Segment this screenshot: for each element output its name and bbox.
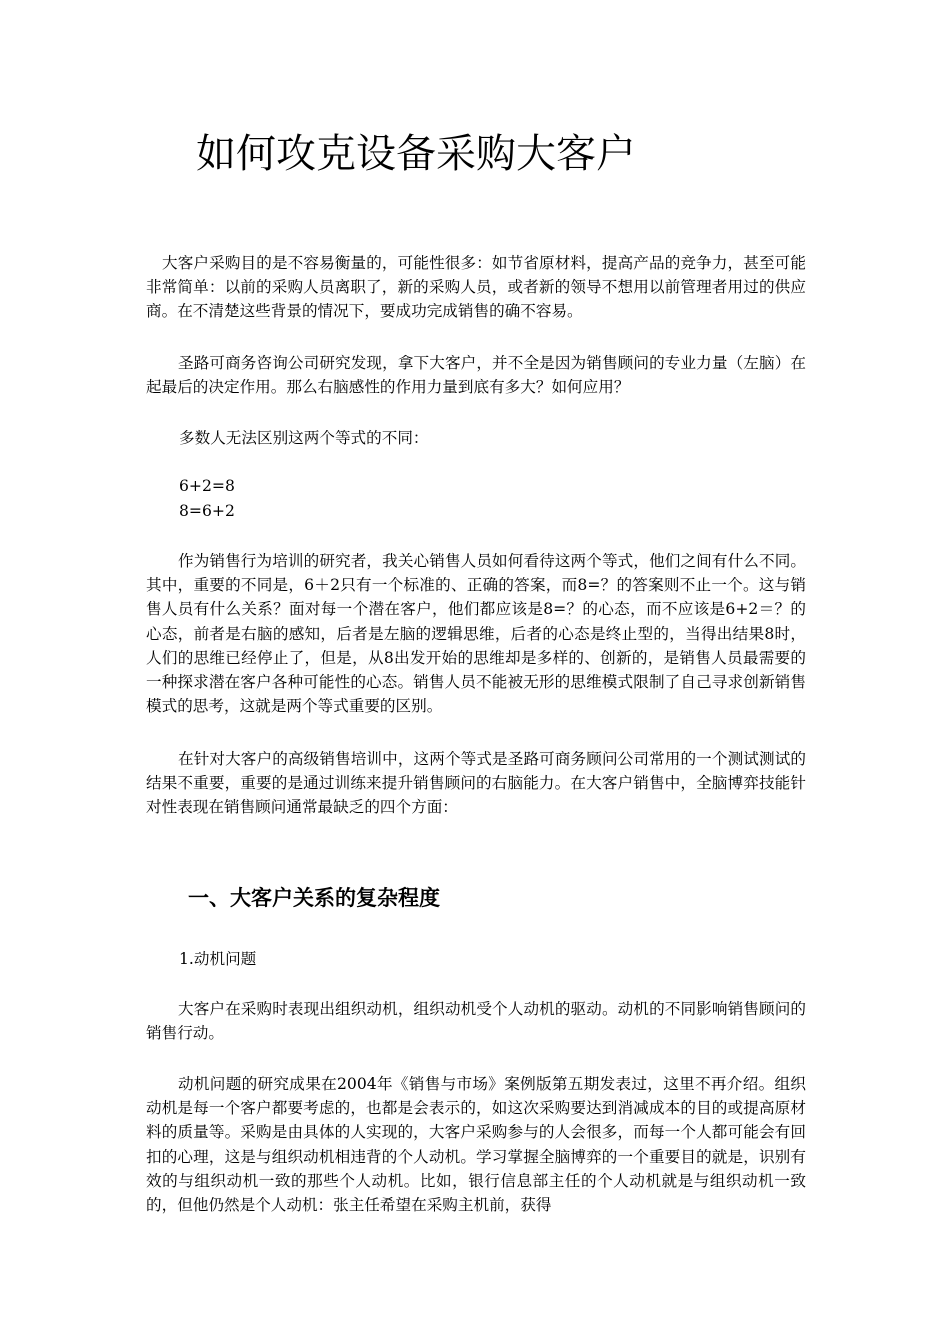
subheading-motivation: 1.动机问题 [179, 950, 257, 968]
paragraph-equation-intro: 多数人无法区别这两个等式的不同： [179, 429, 429, 447]
equation-two: 8=6+2 [179, 502, 235, 520]
equation-one: 6+2=8 [179, 477, 235, 495]
section-heading-complexity: 一、大客户关系的复杂程度 [188, 885, 440, 910]
paragraph-research-finding: 圣路可商务咨询公司研究发现，拿下大客户，并不全是因为销售顾问的专业力量（左脑）在起最后的决定作用。那么右脑感性的作用力量到底有多大？如何应用？ [146, 354, 806, 397]
document-title: 如何攻克设备采购大客户 [196, 131, 636, 177]
paragraph-purchase-goals: 大客户采购目的是不容易衡量的，可能性很多：如节省原材料，提高产品的竞争力，甚至可能非常简单：以前的采购人员离职了，新的采购人员，或者新的领导不想用以前管理者用过的供应商。在不清楚这些背景的情况下，要成功完成销售的确不容易。 [146, 254, 806, 321]
paragraph-equation-analysis: 作为销售行为培训的研究者，我关心销售人员如何看待这两个等式，他们之间有什么不同。其中，重要的不同是，6＋2只有一个标准的、正确的答案，而8=？的答案则不止一个。这与销售人员有什么关系？面对每一个潜在客户，他们都应该是8=？的心态，而不应该是6+2＝？的心态，前者是右脑的感知，后者是左脑的逻辑思维，后者的心态是终止型的，当得出结果8时，人们的思维已经停止了，但是，从8出发开始的思维却是多样的、创新的，是销售人员最需要的一种探求潜在客户各种可能性的心态。销售人员不能被无形的思维模式限制了自己寻求创新销售模式的思考，这就是两个等式重要的区别。 [146, 552, 806, 716]
paragraph-organizational-motivation: 大客户在采购时表现出组织动机，组织动机受个人动机的驱动。动机的不同影响销售顾问的销售行动。 [146, 1000, 806, 1043]
paragraph-motivation-research: 动机问题的研究成果在2004年《销售与市场》案例版第五期发表过，这里不再介绍。组织动机是每一个客户都要考虑的，也都是会表示的，如这次采购要达到消减成本的目的或提高原材料的质量等。采购是由具体的人实现的，大客户采购参与的人会很多，而每一个人都可能会有回扣的心理，这是与组织动机相违背的个人动机。学习掌握全脑博弈的一个重要目的就是，识别有效的与组织动机一致的那些个人动机。比如，银行信息部主任的个人动机就是与组织动机一致的，但他仍然是个人动机：张主任希望在采购主机前，获得 [146, 1075, 806, 1215]
paragraph-training-test: 在针对大客户的高级销售培训中，这两个等式是圣路可商务顾问公司常用的一个测试测试的结果不重要，重要的是通过训练来提升销售顾问的右脑能力。在大客户销售中，全脑博弈技能针对性表现在销售顾问通常最缺乏的四个方面： [146, 750, 806, 817]
